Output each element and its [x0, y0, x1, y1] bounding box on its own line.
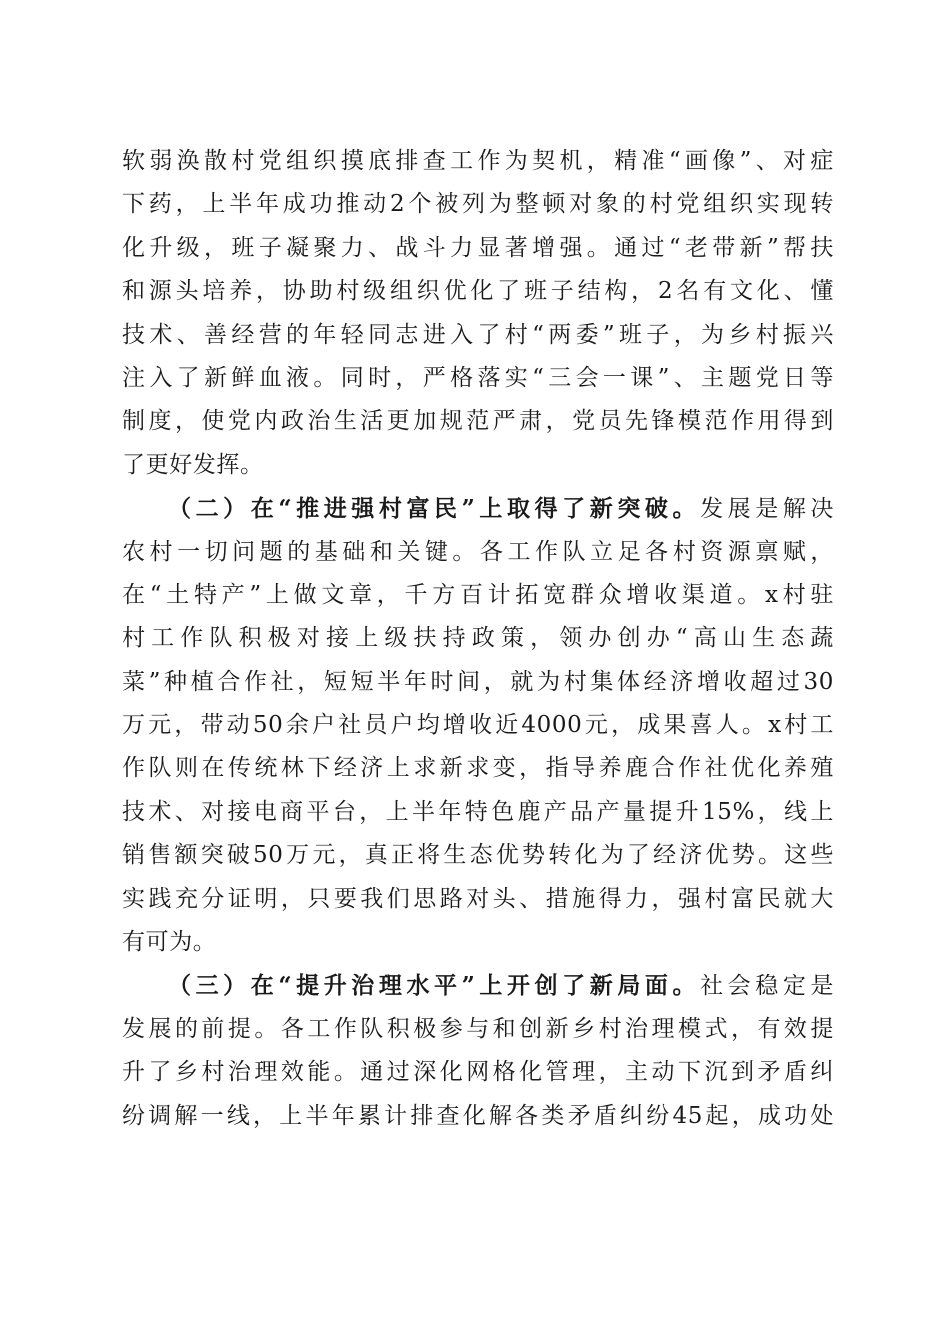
paragraph-line: 制度，使党内政治生活更加规范严肃，党员先锋模范作用得到 — [122, 408, 834, 435]
paragraph-line: 下药，上半年成功推动2个被列为整顿对象的村党组织实现转 — [122, 191, 834, 218]
paragraph-line: 技术、善经营的年轻同志进入了村“两委”班子，为乡村振兴 — [122, 321, 834, 348]
paragraph-line: 在“土特产”上做文章，千方百计拓宽群众增收渠道。x村驻 — [122, 581, 834, 608]
section-2-first-line-rest: 发展是解决 — [700, 496, 834, 523]
paragraph-line: 软弱涣散村党组织摸底排查工作为契机，精准“画像”、对症 — [122, 148, 834, 174]
paragraph-line: 有可为。 — [122, 929, 217, 956]
section-2-heading: （二）在“推进强村富民”上取得了新突破。 — [168, 495, 701, 523]
paragraph-line: 村工作队积极对接上级扶持政策，领办创办“高山生态蔬 — [122, 625, 834, 652]
paragraph-line: 销售额突破50万元，真正将生态优势转化为了经济优势。这些 — [122, 842, 834, 869]
paragraph-line: 和源头培养，协助村级组织优化了班子结构，2名有文化、懂 — [122, 278, 834, 305]
section-2-first-line — [122, 487, 834, 530]
paragraph-line: 升了乡村治理效能。通过深化网格化管理，主动下沉到矛盾纠 — [122, 1059, 834, 1086]
section-3-first-line-rest: 社会稳定是 — [700, 973, 834, 1000]
paragraph-line: 发展的前提。各工作队积极参与和创新乡村治理模式，有效提 — [122, 1015, 834, 1042]
section-3-first-line — [122, 964, 834, 1007]
paragraph-line: 菜”种植合作社，短短半年时间，就为村集体经济增收超过30 — [122, 668, 834, 695]
paragraph-line: 实践充分证明，只要我们思路对头、措施得力，强村富民就大 — [122, 885, 834, 912]
paragraph-line: 化升级，班子凝聚力、战斗力显著增强。通过“老带新”帮扶 — [122, 234, 834, 261]
paragraph-line: 作队则在传统林下经济上求新求变，指导养鹿合作社优化养殖 — [122, 755, 834, 782]
body-text — [122, 140, 834, 1138]
paragraph-line: 农村一切问题的基础和关键。各工作队立足各村资源禀赋， — [122, 538, 834, 565]
paragraph-line: 万元，带动50余户社员户均增收近4000元，成果喜人。x村工 — [122, 712, 834, 739]
section-3-heading: （三）在“提升治理水平”上开创了新局面。 — [168, 972, 701, 1000]
paragraph-line: 注入了新鲜血液。同时，严格落实“三会一课”、主题党日等 — [122, 364, 834, 391]
paragraph-line: 技术、对接电商平台，上半年特色鹿产品产量提升15%，线上 — [122, 798, 834, 825]
paragraph-line: 纷调解一线，上半年累计排查化解各类矛盾纠纷45起，成功处 — [122, 1102, 834, 1129]
paragraph-line: 了更好发挥。 — [122, 451, 264, 478]
